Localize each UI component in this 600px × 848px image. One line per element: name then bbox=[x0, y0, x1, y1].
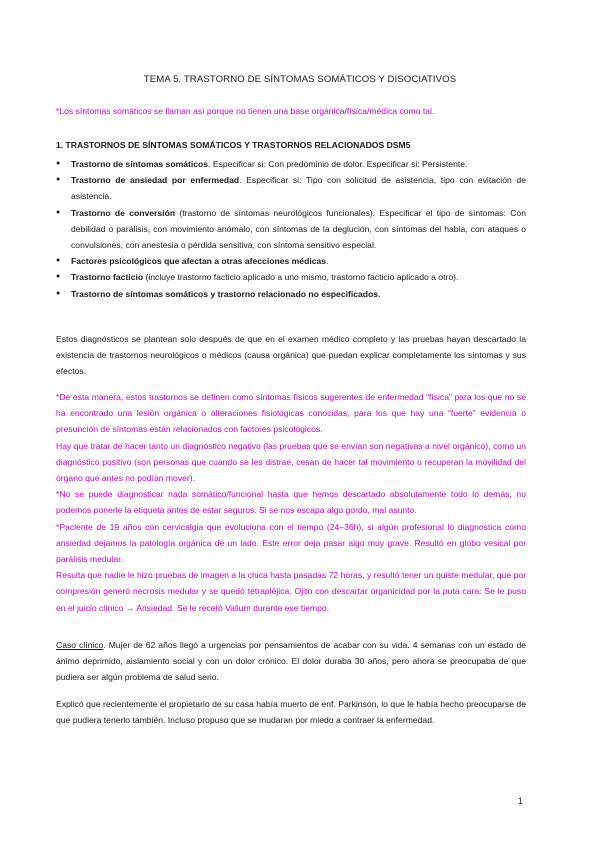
section-heading: 1. TRASTORNOS DE SÍNTOMAS SOMÁTICOS Y TRASTORNOS RELACIONADOS DSM5 bbox=[56, 140, 411, 150]
case-paragraph-2: Explicó que recientemente el propietario de su casa había muerto de enf. Parkinson, lo que le había hecho preocuparse de que pudiera tenerlo también. Incluso propuso que se mudaran por miedo a contraer la enfermedad. bbox=[56, 699, 526, 726]
list-item bbox=[56, 269, 526, 285]
item-term: Factores psicológicos que afectan a otras afecciones médicas bbox=[71, 256, 327, 267]
case-paragraph bbox=[56, 637, 526, 686]
disorder-list bbox=[56, 156, 526, 302]
item-term: Trastorno de síntomas somáticos y trastorno relacionado no especificados bbox=[71, 288, 379, 299]
item-term: Trastorno de conversión bbox=[71, 207, 176, 218]
list-item bbox=[56, 205, 526, 254]
case-label: Caso clínico bbox=[56, 640, 104, 650]
list-item bbox=[56, 286, 526, 302]
item-term: Trastorno de síntomas somáticos bbox=[71, 159, 209, 169]
list-item bbox=[56, 172, 526, 204]
note-paragraph: *No se puede diagnosticar nada somático/funcional hasta que hemos descartado absolutamente todo lo demás, no podemos ponerle la etiqueta antes de estar seguros. Si se nos escapa algo gordo, mal asunto. bbox=[56, 489, 526, 516]
notes-section bbox=[56, 389, 526, 616]
item-term: Trastorno facticio bbox=[71, 272, 144, 283]
note-paragraph: Hay que tratar de hacer tanto un diagnóstico negativo (las pruebas que se envían son negativas a nivel orgánico), como un diagnóstico positivo (son personas que cuando se les distrae, cesan de hacer tal movimiento o recuperan la movilidad del órgano que antes no podían mover). bbox=[56, 440, 526, 484]
note-paragraph: Resulta que nadie le hizo pruebas de imagen a la chica hasta pasadas 72 horas, y resultó tener un quiste medular, que por compresión generó necrosis medular y se quedó tetrapléjica. Ojito con descartar organicidad por la puta cara: Se le puso en el juicio clínico → Ansiedad. Se le recetó Valium durante ese tiempo. bbox=[56, 570, 526, 613]
list-item bbox=[56, 156, 526, 172]
page-title: TEMA 5. TRASTORNO DE SÍNTOMAS SOMÁTICOS Y DISOCIATIVOS bbox=[143, 74, 457, 85]
note-paragraph: *Paciente de 19 años con cervicalgia que evoluciona con el tiempo (24–36h), si algún profesional lo diagnostica como ansiedad dejamos la patología orgánica de un lado. Este error deja pasar algo muy grave. Resultó en globo vesical por parálisis medular. bbox=[56, 521, 526, 565]
item-text: . bbox=[378, 288, 381, 299]
item-term: Trastorno de ansiedad por enfermedad bbox=[71, 175, 240, 186]
item-text: (trastorno de síntomas neurológicos funcionales). Especificar el tipo de síntomas: Con debilidad o parálisis, con movimiento anómalo, con síntomas de la deglución, con síntomas del habla, con ataques o convulsiones, con anestesia o pérdida sensitiva, con síntoma sensitivo especial. bbox=[71, 207, 526, 251]
item-text: (incluye trastorno facticio aplicado a uno mismo, trastorno facticio aplicado a otro). bbox=[143, 272, 459, 283]
intro-note: *Los síntomas somáticos se llaman así porque no tienen una base orgánica/física/médica como tal. bbox=[56, 106, 435, 116]
item-text: . bbox=[326, 256, 329, 267]
diagnosis-paragraph: Estos diagnósticos se plantean solo después de que en el examen médico completo y las pruebas hayan descartado la existencia de trastornos neurológicos o médicos (causa orgánica) que puedan explicar completamente los síntomas y sus efectos. bbox=[56, 334, 526, 377]
item-text: . Especificar si: Tipo con solicitud de asistencia, tipo con evitación de asistencia. bbox=[71, 175, 526, 202]
list-item bbox=[56, 253, 526, 269]
case-text: . Mujer de 62 años llegó a urgencias por pensamientos de acabar con su vida. 4 semanas con un estado de ánimo deprimido, aislamiento social y con un dolor crónico. El dolor duraba 30 años, pero ahora se preocupaba de que pudiera ser algún problema de salud serio. bbox=[56, 640, 526, 683]
item-text: . Especificar si: Con predominio de dolor. Especificar si: Persistente. bbox=[208, 159, 468, 169]
note-paragraph: *De esta manera, estos trastornos se definen como síntomas físicos sugerentes de enfermedad “física” para los que no se ha encontrado una lesión orgánica o alteraciones fisiológicas conocidas, para los que hay una “fuerte” evidencia o presunción de síntomas están relacionados con factores psicológicos. bbox=[56, 392, 526, 435]
page-number: 1 bbox=[518, 796, 524, 806]
